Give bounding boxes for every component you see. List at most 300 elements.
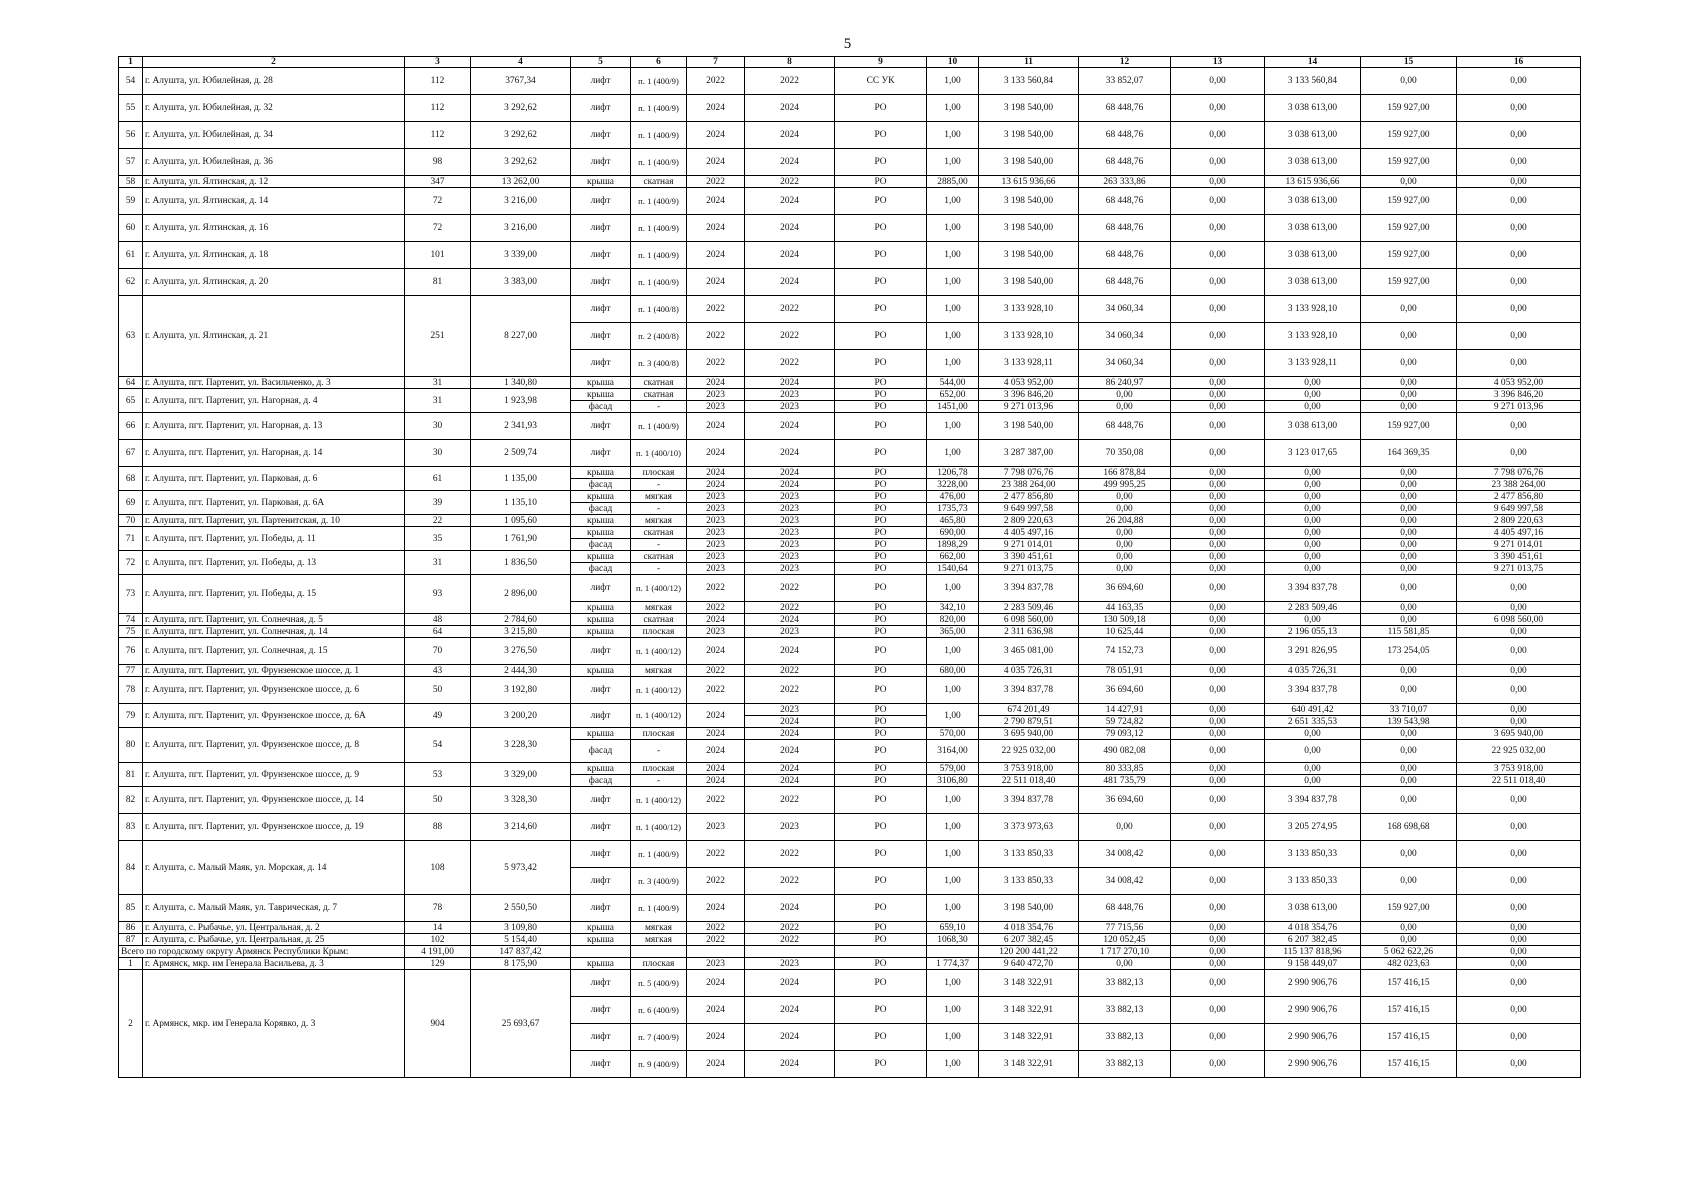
table-cell: РО (835, 176, 927, 188)
table-cell: 0,00 (1171, 323, 1265, 350)
table-cell: 2024 (687, 638, 745, 665)
table-cell: 0,00 (1457, 350, 1581, 377)
table-cell: 14 (405, 922, 471, 934)
table-cell: г. Алушта, ул. Ялтинская, д. 14 (143, 188, 405, 215)
table-cell: 10 625,44 (1079, 626, 1171, 638)
table-cell: лифт (571, 188, 631, 215)
table-cell: 0,00 (1361, 775, 1457, 787)
table-cell: п. 1 (400/12) (631, 677, 687, 704)
table-cell: 3 695 940,00 (979, 728, 1079, 740)
table-cell: п. 5 (400/9) (631, 970, 687, 997)
table-cell: 2022 (687, 934, 745, 946)
table-row (119, 527, 1581, 539)
table-cell: лифт (571, 677, 631, 704)
table-row (119, 296, 1581, 323)
table-cell: 2885,00 (927, 176, 979, 188)
table-row (119, 440, 1581, 467)
table-cell: 0,00 (1457, 997, 1581, 1024)
table-cell: 2022 (745, 787, 835, 814)
table-cell: 65 (119, 389, 143, 413)
table-cell: 166 878,84 (1079, 467, 1171, 479)
table-cell: 115 581,85 (1361, 626, 1457, 638)
table-cell: РО (835, 188, 927, 215)
table-cell: 0,00 (1079, 551, 1171, 563)
table-cell: лифт (571, 787, 631, 814)
table-cell: 80 333,85 (1079, 763, 1171, 775)
table-cell: п. 3 (400/9) (631, 868, 687, 895)
table-cell: г. Алушта, пгт. Партенит, ул. Нагорная, д. 4 (143, 389, 405, 413)
table-cell: РО (835, 841, 927, 868)
table-cell: 0,00 (1171, 296, 1265, 323)
table-row (119, 242, 1581, 269)
table-row (119, 728, 1581, 740)
table-row (119, 970, 1581, 997)
table-cell: 61 (405, 467, 471, 491)
table-cell: 0,00 (1079, 563, 1171, 575)
table-cell: 0,00 (1457, 787, 1581, 814)
table-cell: 0,00 (1457, 704, 1581, 716)
table-cell: 3 394 837,78 (1265, 677, 1361, 704)
table-cell: 0,00 (1361, 677, 1457, 704)
table-cell: 579,00 (927, 763, 979, 775)
table-cell: 0,00 (1171, 1024, 1265, 1051)
table-cell: г. Алушта, ул. Юбилейная, д. 34 (143, 122, 405, 149)
table-cell: крыша (571, 389, 631, 401)
table-cell: п. 9 (400/9) (631, 1051, 687, 1078)
column-header: 6 (631, 57, 687, 68)
table-cell: п. 6 (400/9) (631, 997, 687, 1024)
table-cell: лифт (571, 575, 631, 602)
table-cell: крыша (571, 934, 631, 946)
table-cell: плоская (631, 467, 687, 479)
table-cell: 0,00 (1171, 68, 1265, 95)
table-cell: 2024 (687, 895, 745, 922)
table-cell: 7 798 076,76 (1457, 467, 1581, 479)
table-cell: 78 (405, 895, 471, 922)
table-cell: 83 (119, 814, 143, 841)
table-cell: 2022 (687, 602, 745, 614)
table-cell: 2 311 636,98 (979, 626, 1079, 638)
table-cell: крыша (571, 626, 631, 638)
table-cell: г. Алушта, пгт. Партенит, ул. Фрунзенское шоссе, д. 14 (143, 787, 405, 814)
table-cell: РО (835, 728, 927, 740)
table-cell: 0,00 (1457, 242, 1581, 269)
table-cell: 2023 (687, 563, 745, 575)
table-cell: лифт (571, 68, 631, 95)
table-cell: 0,00 (1171, 440, 1265, 467)
table-cell: 0,00 (1361, 503, 1457, 515)
table-cell: 0,00 (1361, 377, 1457, 389)
table-cell: 58 (119, 176, 143, 188)
table-cell: п. 1 (400/9) (631, 188, 687, 215)
table-cell: 0,00 (1079, 401, 1171, 413)
table-cell: 0,00 (1457, 149, 1581, 176)
table-cell: 1,00 (927, 350, 979, 377)
table-cell: 68 448,76 (1079, 269, 1171, 296)
total-row (119, 946, 1581, 958)
table-cell: 2022 (687, 575, 745, 602)
table-cell: 1,00 (927, 1051, 979, 1078)
table-cell: 157 416,15 (1361, 1024, 1457, 1051)
table-cell: 9 271 013,75 (1457, 563, 1581, 575)
table-cell: г. Алушта, пгт. Партенит, ул. Фрунзенское шоссе, д. 6А (143, 704, 405, 728)
table-cell: 2 990 906,76 (1265, 1024, 1361, 1051)
table-cell: 3 198 540,00 (979, 215, 1079, 242)
table-cell: 0,00 (1171, 638, 1265, 665)
table-cell: 50 (405, 677, 471, 704)
table-cell: 3 216,00 (471, 215, 571, 242)
table-cell: 77 (119, 665, 143, 677)
table-cell: 2 784,60 (471, 614, 571, 626)
table-cell: лифт (571, 895, 631, 922)
table-cell: РО (835, 95, 927, 122)
table-cell: 0,00 (1171, 728, 1265, 740)
table-cell: 2023 (745, 539, 835, 551)
table-cell: 33 852,07 (1079, 68, 1171, 95)
table-row (119, 626, 1581, 638)
table-cell: 68 (119, 467, 143, 491)
table-cell: 2024 (687, 704, 745, 728)
table-cell: 25 693,67 (471, 970, 571, 1078)
table-cell: скатная (631, 551, 687, 563)
table-cell: 13 615 936,66 (1265, 176, 1361, 188)
table-cell: 9 158 449,07 (1265, 958, 1361, 970)
table-cell: РО (835, 551, 927, 563)
column-header: 5 (571, 57, 631, 68)
table-cell: 0,00 (1171, 269, 1265, 296)
table-cell: лифт (571, 95, 631, 122)
table-cell: 2023 (745, 704, 835, 716)
table-cell: 1540,64 (927, 563, 979, 575)
table-cell: 0,00 (1171, 740, 1265, 763)
table-cell: 3 394 837,78 (979, 787, 1079, 814)
table-cell: 1,00 (927, 122, 979, 149)
table-cell: 3 148 322,91 (979, 970, 1079, 997)
table-cell: 33 882,13 (1079, 1024, 1171, 1051)
table-cell: п. 1 (400/12) (631, 814, 687, 841)
table-cell: 0,00 (1361, 68, 1457, 95)
table-cell: 8 227,00 (471, 296, 571, 377)
table-cell: 9 640 472,70 (979, 958, 1079, 970)
table-cell: 476,00 (927, 491, 979, 503)
table-cell: 3 396 846,20 (1457, 389, 1581, 401)
table-row (119, 677, 1581, 704)
table-cell: лифт (571, 1024, 631, 1051)
table-cell: 62 (119, 269, 143, 296)
table-cell: 159 927,00 (1361, 188, 1457, 215)
table-cell: 112 (405, 122, 471, 149)
table-cell: 86 240,97 (1079, 377, 1171, 389)
table-cell: 2024 (687, 763, 745, 775)
table-cell: 3 133 928,10 (979, 296, 1079, 323)
table-cell: 2 896,00 (471, 575, 571, 614)
table-cell: 2024 (745, 638, 835, 665)
table-cell: 2024 (745, 377, 835, 389)
table-cell: п. 1 (400/9) (631, 215, 687, 242)
column-header: 8 (745, 57, 835, 68)
table-cell: РО (835, 922, 927, 934)
table-cell: 0,00 (1265, 389, 1361, 401)
table-cell: 1,00 (927, 787, 979, 814)
table-cell: 43 (405, 665, 471, 677)
table-cell: 2024 (687, 149, 745, 176)
table-cell: 61 (119, 242, 143, 269)
table-cell: 49 (405, 704, 471, 728)
table-cell: 102 (405, 934, 471, 946)
table-cell: 0,00 (1457, 716, 1581, 728)
table-cell: 77 715,56 (1079, 922, 1171, 934)
table-cell: 674 201,49 (979, 704, 1079, 716)
table-cell: 1,00 (927, 970, 979, 997)
table-cell: 2022 (745, 868, 835, 895)
table-cell: 70 (119, 515, 143, 527)
table-cell: 3 123 017,65 (1265, 440, 1361, 467)
table-cell: г. Армянск, мкр. им Генерала Корявко, д. 3 (143, 970, 405, 1078)
table-cell: 3 390 451,61 (1457, 551, 1581, 563)
table-cell: 3 038 613,00 (1265, 413, 1361, 440)
table-cell: лифт (571, 638, 631, 665)
table-cell: 0,00 (1361, 389, 1457, 401)
column-header: 1 (119, 57, 143, 68)
table-cell: 4 018 354,76 (1265, 922, 1361, 934)
table-row (119, 68, 1581, 95)
table-cell: РО (835, 934, 927, 946)
table-cell: 34 060,34 (1079, 323, 1171, 350)
table-cell: - (631, 539, 687, 551)
column-header: 4 (471, 57, 571, 68)
table-cell: РО (835, 479, 927, 491)
table-cell: 2 990 906,76 (1265, 970, 1361, 997)
table-row (119, 467, 1581, 479)
table-cell: - (631, 503, 687, 515)
table-cell: 2023 (745, 626, 835, 638)
table-cell: крыша (571, 527, 631, 539)
table-cell: 3 339,00 (471, 242, 571, 269)
table-cell: 4 035 726,31 (979, 665, 1079, 677)
table-cell: п. 1 (400/9) (631, 242, 687, 269)
table-cell: 68 448,76 (1079, 122, 1171, 149)
table-cell: 2022 (687, 787, 745, 814)
table-cell: плоская (631, 763, 687, 775)
table-cell: 342,10 (927, 602, 979, 614)
table-cell: 34 008,42 (1079, 868, 1171, 895)
table-cell: 3 291 826,95 (1265, 638, 1361, 665)
table-cell: 6 207 382,45 (1265, 934, 1361, 946)
table-cell: 820,00 (927, 614, 979, 626)
table-cell: п. 1 (400/9) (631, 95, 687, 122)
table-cell: 5 973,42 (471, 841, 571, 895)
table-cell: 82 (119, 787, 143, 814)
table-cell: 98 (405, 149, 471, 176)
table-cell: 3 133 928,10 (1265, 323, 1361, 350)
table-cell: РО (835, 413, 927, 440)
table-cell: 159 927,00 (1361, 269, 1457, 296)
table-cell: РО (835, 122, 927, 149)
table-cell: 68 448,76 (1079, 188, 1171, 215)
table-cell: 2024 (745, 95, 835, 122)
table-row (119, 895, 1581, 922)
table-cell: РО (835, 323, 927, 350)
table-cell: 2 283 509,46 (1265, 602, 1361, 614)
table-cell: лифт (571, 215, 631, 242)
table-cell: 3 038 613,00 (1265, 895, 1361, 922)
table-cell: 63 (119, 296, 143, 377)
table-cell: 3 038 613,00 (1265, 95, 1361, 122)
table-cell: 3 038 613,00 (1265, 269, 1361, 296)
table-cell: 2023 (687, 527, 745, 539)
table-cell: 2023 (687, 401, 745, 413)
table-cell: 2022 (745, 677, 835, 704)
table-row (119, 491, 1581, 503)
table-cell: лифт (571, 1051, 631, 1078)
table-cell: 78 (119, 677, 143, 704)
table-row (119, 149, 1581, 176)
table-cell: РО (835, 467, 927, 479)
table-cell: 31 (405, 389, 471, 413)
table-cell: 3 198 540,00 (979, 895, 1079, 922)
table-cell: 23 388 264,00 (1457, 479, 1581, 491)
table-cell: 159 927,00 (1361, 95, 1457, 122)
table-cell: 78 051,91 (1079, 665, 1171, 677)
table-cell: 2024 (687, 728, 745, 740)
table-cell: 1,00 (927, 149, 979, 176)
table-body (119, 68, 1581, 1078)
table-cell: 0,00 (1171, 922, 1265, 934)
table-cell: 2023 (745, 401, 835, 413)
table-cell: 0,00 (1265, 539, 1361, 551)
table-cell: 85 (119, 895, 143, 922)
table-cell: 659,10 (927, 922, 979, 934)
table-cell: лифт (571, 868, 631, 895)
table-cell: 0,00 (1361, 539, 1457, 551)
table-cell: крыша (571, 958, 631, 970)
table-cell: РО (835, 401, 927, 413)
table-cell: 0,00 (1171, 350, 1265, 377)
table-cell: 2023 (687, 551, 745, 563)
table-cell: 3 198 540,00 (979, 95, 1079, 122)
table-cell: 680,00 (927, 665, 979, 677)
table-cell: 2024 (745, 775, 835, 787)
table-cell: п. 3 (400/8) (631, 350, 687, 377)
table-cell: 2024 (687, 1051, 745, 1078)
table-cell: 84 (119, 841, 143, 895)
table-cell: 0,00 (1171, 575, 1265, 602)
table-cell: 72 (405, 215, 471, 242)
table-cell: 2024 (687, 242, 745, 269)
table-cell: 120 200 441,22 (979, 946, 1079, 958)
table-cell: 1,00 (927, 296, 979, 323)
table-cell: 31 (405, 551, 471, 575)
table-cell: РО (835, 242, 927, 269)
table-cell: 3 133 560,84 (979, 68, 1079, 95)
table-cell: 6 207 382,45 (979, 934, 1079, 946)
table-cell: скатная (631, 527, 687, 539)
table-cell: 0,00 (1265, 515, 1361, 527)
table-cell: 2023 (745, 503, 835, 515)
table-cell: 164 369,35 (1361, 440, 1457, 467)
table-cell: 0,00 (1171, 946, 1265, 958)
table-cell: 0,00 (1171, 868, 1265, 895)
table-cell: 0,00 (1079, 389, 1171, 401)
table-cell: г. Алушта, пгт. Партенит, ул. Парковая, д. 6А (143, 491, 405, 515)
table-cell: 0,00 (1171, 491, 1265, 503)
table-cell: - (631, 479, 687, 491)
table-cell: г. Армянск, мкр. им Генерала Васильева, д. 3 (143, 958, 405, 970)
table-cell: 13 262,00 (471, 176, 571, 188)
table-cell: фасад (571, 563, 631, 575)
table-cell: 2 444,30 (471, 665, 571, 677)
column-header: 11 (979, 57, 1079, 68)
table-cell: 2023 (745, 491, 835, 503)
table-row (119, 515, 1581, 527)
table-cell: 1451,00 (927, 401, 979, 413)
table-cell: 6 098 560,00 (1457, 614, 1581, 626)
table-cell: РО (835, 350, 927, 377)
table-cell: 30 (405, 440, 471, 467)
table-cell: 0,00 (1361, 527, 1457, 539)
table-cell: 0,00 (1457, 440, 1581, 467)
table-cell: 3 465 081,00 (979, 638, 1079, 665)
table-cell: СС УК (835, 68, 927, 95)
table-cell: фасад (571, 539, 631, 551)
table-cell: РО (835, 614, 927, 626)
table-cell: 67 (119, 440, 143, 467)
table-cell: фасад (571, 740, 631, 763)
table-cell: 2 477 856,80 (1457, 491, 1581, 503)
table-cell: 120 052,45 (1079, 934, 1171, 946)
table-cell: крыша (571, 665, 631, 677)
table-cell: 662,00 (927, 551, 979, 563)
table-row (119, 215, 1581, 242)
table-cell: 0,00 (1171, 149, 1265, 176)
table-cell: 68 448,76 (1079, 215, 1171, 242)
table-cell: 50 (405, 787, 471, 814)
table-cell: мягкая (631, 602, 687, 614)
table-cell: 0,00 (1265, 377, 1361, 389)
table-cell: 0,00 (1265, 740, 1361, 763)
table-cell: п. 1 (400/12) (631, 704, 687, 728)
table-cell: 1 761,90 (471, 527, 571, 551)
table-cell: 0,00 (1361, 665, 1457, 677)
table-cell: 3 394 837,78 (979, 575, 1079, 602)
table-cell: 2022 (687, 350, 745, 377)
table-cell: 3 373 973,63 (979, 814, 1079, 841)
table-cell: РО (835, 787, 927, 814)
table-cell: 0,00 (1171, 539, 1265, 551)
table-cell: 0,00 (1265, 467, 1361, 479)
table-cell: 2 990 906,76 (1265, 1051, 1361, 1078)
table-cell: 2022 (745, 176, 835, 188)
table-cell: РО (835, 704, 927, 716)
table-cell: п. 1 (400/9) (631, 895, 687, 922)
table-cell: 0,00 (1361, 296, 1457, 323)
table-cell: 0,00 (1457, 602, 1581, 614)
table-cell: 68 448,76 (1079, 413, 1171, 440)
table-cell: 34 008,42 (1079, 841, 1171, 868)
table-cell: 490 082,08 (1079, 740, 1171, 763)
table-row (119, 922, 1581, 934)
table-cell: 36 694,60 (1079, 787, 1171, 814)
table-cell: лифт (571, 704, 631, 728)
table-cell: 76 (119, 638, 143, 665)
table-cell: 4 053 952,00 (1457, 377, 1581, 389)
table-cell: 3 383,00 (471, 269, 571, 296)
table-cell: 159 927,00 (1361, 149, 1457, 176)
table-cell: 251 (405, 296, 471, 377)
table-cell: 48 (405, 614, 471, 626)
column-header: 16 (1457, 57, 1581, 68)
table-cell: лифт (571, 997, 631, 1024)
